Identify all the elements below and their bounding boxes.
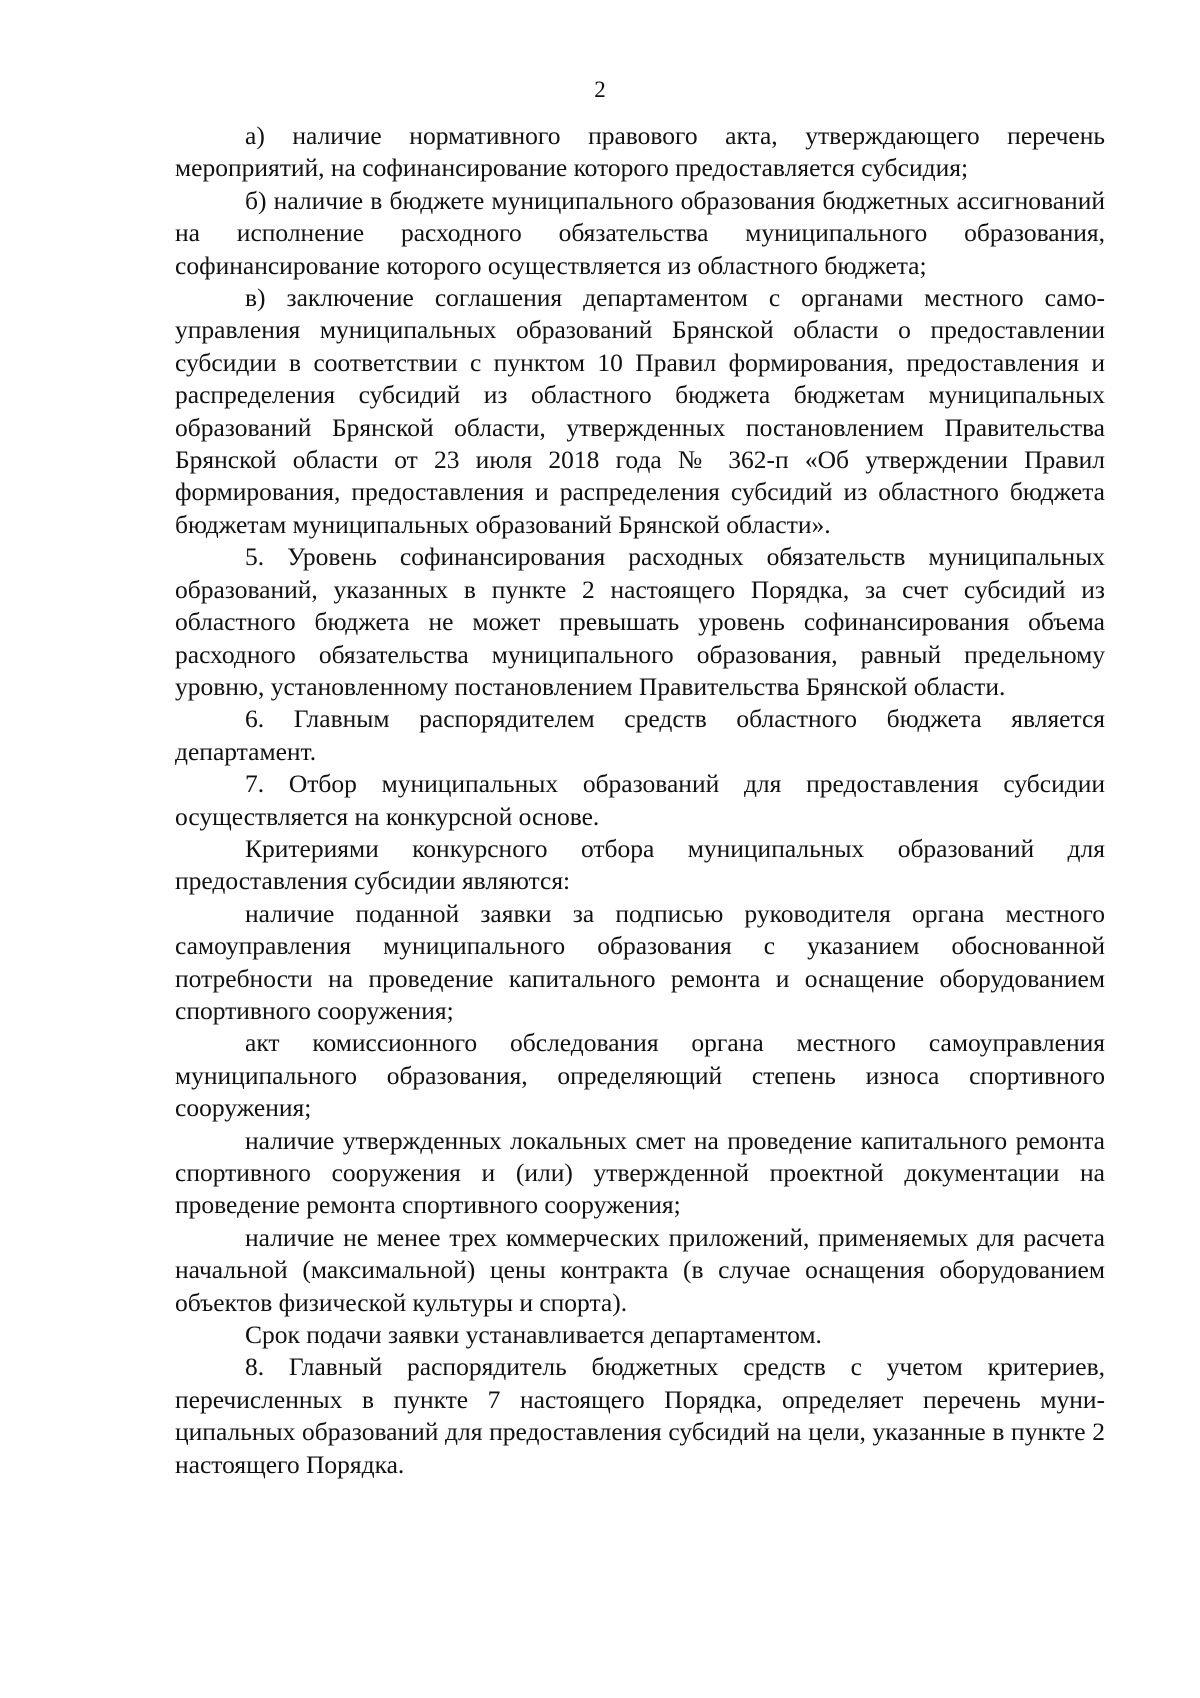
paragraph-7: 7. Отбор муниципальных образований для предоставления субсидии осуществляется на конкурсной основе. xyxy=(175,769,1105,831)
paragraph-criterion-2: акт комиссионного обследования органа местного самоуправления муниципального образования, определяющий степень износа спортивного сооружения; xyxy=(175,1028,1105,1123)
paragraph-v: в) заключение соглашения департаментом с органами местного самоуправления муниципальных образований Брянской области о предоставлении субсидии в соответствии с пунктом 10 Правил формирования, предоставления и распределения субсидий из областного бюджета бюджетам муниципальных образований Брянской области, утвержденных постановлением Правительства Брянской области от 23 июля 2018 года № 362-п «Об утверждении Правил формирования, предоставления и распределения субсидий из областного бюджета бюджетам муниципальных образований Брянской области». xyxy=(175,283,1105,539)
paragraph-5: 5. Уровень софинансирования расходных обязательств муниципальных образований, указанных в пункте 2 настоящего Порядка, за счет субсидий из областного бюджета не может превышать уровень софинансирования объема расходного обязательства муниципального образования, равный предельному уровню, установленному постановлением Правительства Брянской области. xyxy=(175,542,1105,701)
paragraph-criterion-3: наличие утвержденных локальных смет на проведение капитального ремонта спортивного сооружения и (или) утвержденной проектной документации на проведение ремонта спортивного сооружения; xyxy=(175,1125,1105,1220)
paragraph-8: 8. Главный распорядитель бюджетных средств с учетом критериев, перечисленных в пункте 7 настоящего Порядка, определяет перечень муниципальных образований для предоставления субсидий на цели, указанные в пункте 2 настоящего Порядка. xyxy=(175,1352,1105,1479)
paragraph-6: 6. Главным распорядителем средств областного бюджета является департамент. xyxy=(175,704,1105,766)
page-number: 2 xyxy=(594,77,606,102)
paragraph-criterion-4: наличие не менее трех коммерческих приложений, применяемых для расчета начальной (максимальной) цены контракта (в случае оснащения оборудованием объектов физической культуры и спорта). xyxy=(175,1222,1105,1317)
document-body xyxy=(175,120,1105,1481)
paragraph-criteria: Критериями конкурсного отбора муниципальных образований для предоставления субсидии являются: xyxy=(175,833,1105,896)
paragraph-a: а) наличие нормативного правового акта, утверждающего перечень мероприятий, на софинансирование которого предоставляется субсидия; xyxy=(175,121,1105,183)
paragraph-b: б) наличие в бюджете муниципального образования бюджетных ассигнований на исполнение расходного обязательства муниципального образования, софинансирование которого осуществляется из областного бюджета; xyxy=(175,185,1105,280)
paragraph-deadline: Срок подачи заявки устанавливается департаментом. xyxy=(245,1320,822,1350)
paragraph-criterion-1: наличие поданной заявки за подписью руководителя органа местного самоуправления муниципального образования с указанием обоснованной потребности на проведение капитального ремонта и оснащение оборудованием спортивного сооружения; xyxy=(175,898,1105,1025)
